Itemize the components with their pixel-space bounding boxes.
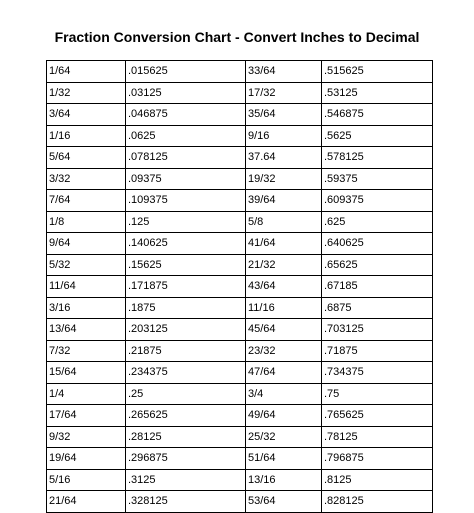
fraction-cell: 41/64 — [246, 233, 322, 255]
fraction-cell: 9/16 — [246, 125, 322, 147]
decimal-cell: .015625 — [126, 61, 246, 83]
decimal-cell: .03125 — [126, 82, 246, 104]
fraction-cell: 19/32 — [246, 168, 322, 190]
decimal-cell: .140625 — [126, 233, 246, 255]
fraction-cell: 21/64 — [47, 491, 126, 513]
table-row — [47, 104, 433, 126]
decimal-cell: .796875 — [322, 448, 433, 470]
decimal-cell: .125 — [126, 211, 246, 233]
decimal-cell: .078125 — [126, 147, 246, 169]
decimal-cell: .15625 — [126, 254, 246, 276]
decimal-cell: .625 — [322, 211, 433, 233]
decimal-cell: .28125 — [126, 426, 246, 448]
fraction-cell: 3/64 — [47, 104, 126, 126]
decimal-cell: .609375 — [322, 190, 433, 212]
table-row — [47, 190, 433, 212]
decimal-cell: .515625 — [322, 61, 433, 83]
conversion-table-body — [47, 61, 433, 513]
fraction-cell: 1/4 — [47, 383, 126, 405]
table-row — [47, 340, 433, 362]
fraction-cell: 5/32 — [47, 254, 126, 276]
fraction-cell: 5/8 — [246, 211, 322, 233]
fraction-cell: 23/32 — [246, 340, 322, 362]
decimal-cell: .828125 — [322, 491, 433, 513]
decimal-cell: .25 — [126, 383, 246, 405]
decimal-cell: .578125 — [322, 147, 433, 169]
fraction-cell: 13/16 — [246, 469, 322, 491]
fraction-cell: 25/32 — [246, 426, 322, 448]
decimal-cell: .6875 — [322, 297, 433, 319]
fraction-cell: 51/64 — [246, 448, 322, 470]
fraction-cell: 5/16 — [47, 469, 126, 491]
decimal-cell: .109375 — [126, 190, 246, 212]
decimal-cell: .203125 — [126, 319, 246, 341]
fraction-cell: 3/16 — [47, 297, 126, 319]
decimal-cell: .8125 — [322, 469, 433, 491]
decimal-cell: .65625 — [322, 254, 433, 276]
fraction-cell: 9/64 — [47, 233, 126, 255]
table-row — [47, 233, 433, 255]
table-row — [47, 147, 433, 169]
fraction-cell: 11/16 — [246, 297, 322, 319]
table-row — [47, 211, 433, 233]
table-row — [47, 469, 433, 491]
table-row — [47, 254, 433, 276]
decimal-cell: .71875 — [322, 340, 433, 362]
page-title: Fraction Conversion Chart - Convert Inches to Decimal — [54, 29, 420, 45]
decimal-cell: .265625 — [126, 405, 246, 427]
table-row — [47, 362, 433, 384]
fraction-cell: 11/64 — [47, 276, 126, 298]
conversion-table — [46, 60, 433, 513]
fraction-cell: 9/32 — [47, 426, 126, 448]
table-row — [47, 383, 433, 405]
fraction-cell: 15/64 — [47, 362, 126, 384]
table-row — [47, 491, 433, 513]
fraction-cell: 19/64 — [47, 448, 126, 470]
fraction-cell: 1/32 — [47, 82, 126, 104]
table-row — [47, 405, 433, 427]
fraction-cell: 7/64 — [47, 190, 126, 212]
fraction-cell: 17/32 — [246, 82, 322, 104]
fraction-cell: 5/64 — [47, 147, 126, 169]
decimal-cell: .67185 — [322, 276, 433, 298]
decimal-cell: .546875 — [322, 104, 433, 126]
decimal-cell: .75 — [322, 383, 433, 405]
fraction-cell: 53/64 — [246, 491, 322, 513]
fraction-cell: 3/4 — [246, 383, 322, 405]
decimal-cell: .0625 — [126, 125, 246, 147]
fraction-cell: 17/64 — [47, 405, 126, 427]
fraction-cell: 3/32 — [47, 168, 126, 190]
decimal-cell: .640625 — [322, 233, 433, 255]
fraction-cell: 13/64 — [47, 319, 126, 341]
table-row — [47, 168, 433, 190]
decimal-cell: .53125 — [322, 82, 433, 104]
table-row — [47, 426, 433, 448]
fraction-cell: 21/32 — [246, 254, 322, 276]
table-row — [47, 448, 433, 470]
fraction-cell: 1/16 — [47, 125, 126, 147]
decimal-cell: .78125 — [322, 426, 433, 448]
decimal-cell: .1875 — [126, 297, 246, 319]
fraction-cell: 45/64 — [246, 319, 322, 341]
decimal-cell: .046875 — [126, 104, 246, 126]
decimal-cell: .734375 — [322, 362, 433, 384]
fraction-cell: 47/64 — [246, 362, 322, 384]
decimal-cell: .765625 — [322, 405, 433, 427]
fraction-cell: 7/32 — [47, 340, 126, 362]
decimal-cell: .328125 — [126, 491, 246, 513]
decimal-cell: .171875 — [126, 276, 246, 298]
fraction-cell: 37.64 — [246, 147, 322, 169]
fraction-cell: 35/64 — [246, 104, 322, 126]
decimal-cell: .5625 — [322, 125, 433, 147]
table-row — [47, 319, 433, 341]
decimal-cell: .09375 — [126, 168, 246, 190]
fraction-cell: 1/64 — [47, 61, 126, 83]
decimal-cell: .703125 — [322, 319, 433, 341]
fraction-cell: 1/8 — [47, 211, 126, 233]
fraction-cell: 39/64 — [246, 190, 322, 212]
table-row — [47, 82, 433, 104]
table-row — [47, 61, 433, 83]
decimal-cell: .234375 — [126, 362, 246, 384]
fraction-cell: 33/64 — [246, 61, 322, 83]
fraction-cell: 49/64 — [246, 405, 322, 427]
decimal-cell: .59375 — [322, 168, 433, 190]
decimal-cell: .21875 — [126, 340, 246, 362]
table-row — [47, 276, 433, 298]
table-row — [47, 297, 433, 319]
decimal-cell: .296875 — [126, 448, 246, 470]
fraction-cell: 43/64 — [246, 276, 322, 298]
decimal-cell: .3125 — [126, 469, 246, 491]
table-row — [47, 125, 433, 147]
